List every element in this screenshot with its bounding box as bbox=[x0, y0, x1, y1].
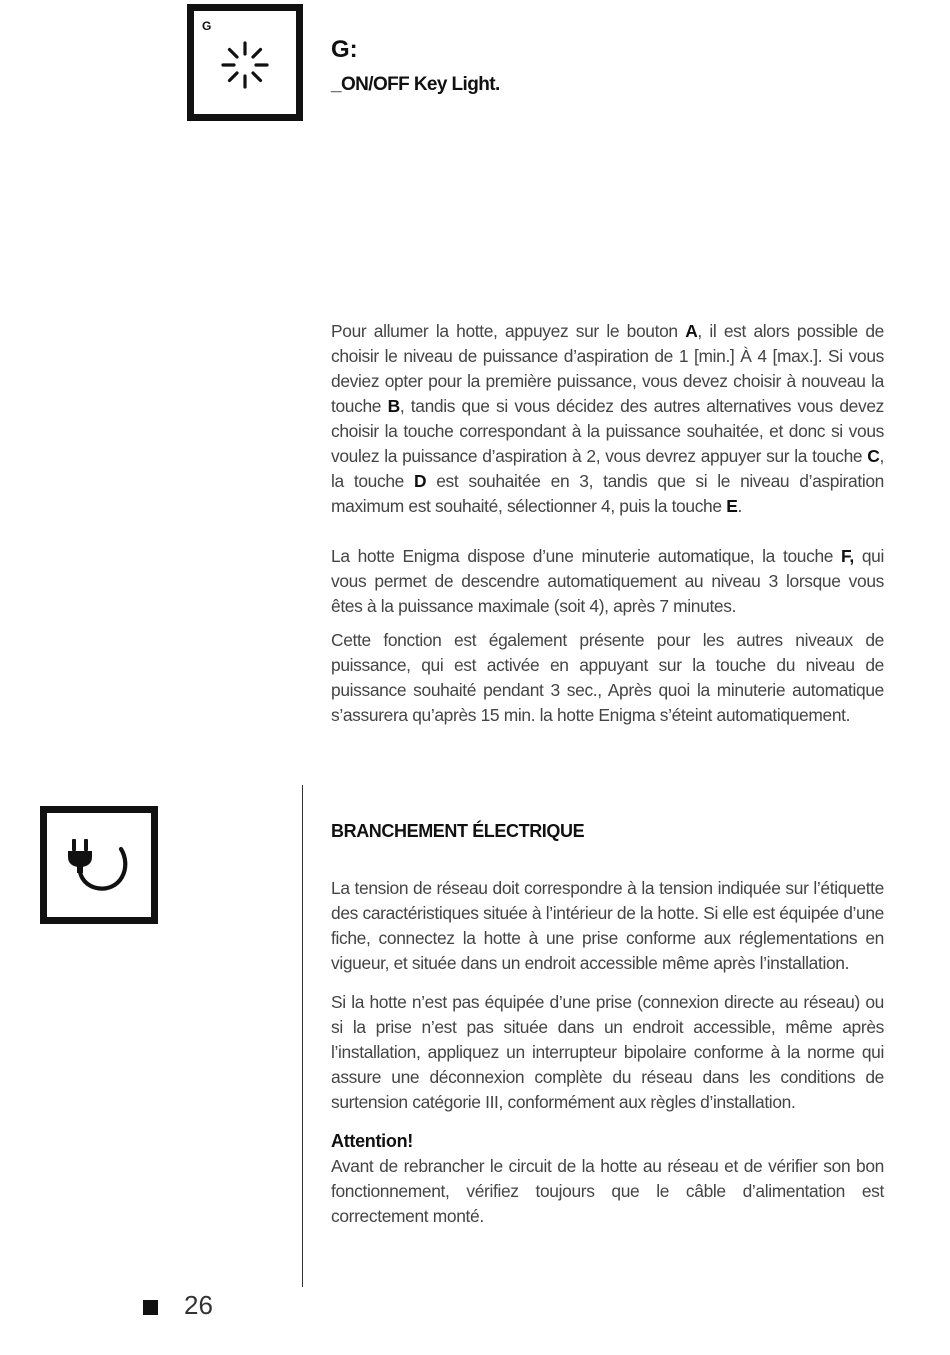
text-run: , la touche bbox=[331, 446, 884, 491]
text-run: , tandis que si vous décidez des autres alternatives vous devez choisir la touche correspondant à la puissance souhaitée, et donc si vous voulez la puissance d’aspiration à 2, vous devrez appuyer sur la touche bbox=[331, 396, 884, 466]
key-label: C bbox=[867, 446, 880, 466]
electrical-text-block bbox=[331, 876, 884, 1229]
text-run: est souhaitée en 3, tandis que si le niveau d’aspiration maximum est souhaité, sélectionner 4, puis la touche bbox=[331, 471, 884, 516]
key-label: A bbox=[685, 321, 698, 341]
text-run: , il est alors possible de choisir le niveau de puissance d’aspiration de 1 [min.] À 4 [max.]. Si vous deviez opter pour la première puissance, vous devez choisir à nouveau la touche bbox=[331, 321, 884, 416]
section-title: G: bbox=[331, 36, 358, 63]
text-run: Pour allumer la hotte, appuyez sur le bouton bbox=[331, 321, 686, 341]
key-label: F, bbox=[841, 546, 854, 566]
key-label: D bbox=[413, 471, 427, 491]
paragraph-power-levels bbox=[331, 319, 884, 519]
plug-icon bbox=[64, 835, 136, 901]
paragraph-timer-other-levels: Cette fonction est également présente pour les autres niveaux de puissance, qui est activée en appuyant sur la touche du niveau de puissance souhaité pendant 3 sec., Après quoi la minuterie automatique s’assurera qu’après 15 min. la hotte Enigma s’éteint automatiquement. bbox=[331, 630, 884, 725]
text-run: . bbox=[737, 496, 742, 516]
paragraph-bipolar-switch: Si la hotte n’est pas équipée d’une prise (connexion directe au réseau) ou si la prise n’est pas située dans un endroit accessible, même après l’installation, appliquez un interrupteur bipolaire conforme à la norme qui assure une déconnexion complète du réseau dans les conditions de surtension catégorie III, conformément aux règles d’installation. bbox=[331, 992, 884, 1112]
section-subtitle: _ON/OFF Key Light. bbox=[331, 74, 500, 95]
key-light-button-icon-box bbox=[187, 4, 303, 121]
electrical-icon-box bbox=[40, 806, 158, 924]
intro-text-block bbox=[331, 319, 884, 728]
paragraph-voltage: La tension de réseau doit correspondre à la tension indiquée sur l’étiquette des caractéristiques située à l’intérieur de la hotte. Si elle est équipée d’une fiche, connectez la hotte à une prise conforme aux réglementations en vigueur, et située dans un endroit accessible même après l’installation. bbox=[331, 878, 885, 973]
electrical-heading: BRANCHEMENT ÉLECTRIQUE bbox=[331, 821, 585, 841]
page-marker bbox=[143, 1300, 158, 1315]
key-label: E bbox=[726, 496, 738, 516]
text-run: La hotte Enigma dispose d’une minuterie automatique, la touche bbox=[331, 546, 842, 566]
column-divider bbox=[302, 785, 303, 1287]
page-number: 26 bbox=[184, 1290, 213, 1320]
paragraph-timer bbox=[331, 544, 884, 619]
attention-label: Attention! bbox=[331, 1131, 413, 1151]
icon-letter: G bbox=[202, 19, 212, 33]
key-light-icon bbox=[219, 39, 271, 91]
text-run: qui vous permet de descendre automatiquement au niveau 3 lorsque vous êtes à la puissance maximale (soit 4), après 7 minutes. bbox=[331, 546, 884, 616]
key-label: B bbox=[387, 396, 400, 416]
paragraph-attention: Avant de rebrancher le circuit de la hotte au réseau et de vérifier son bon fonctionnement, vérifiez toujours que le câble d’alimentation est correctement monté. bbox=[331, 1156, 884, 1226]
